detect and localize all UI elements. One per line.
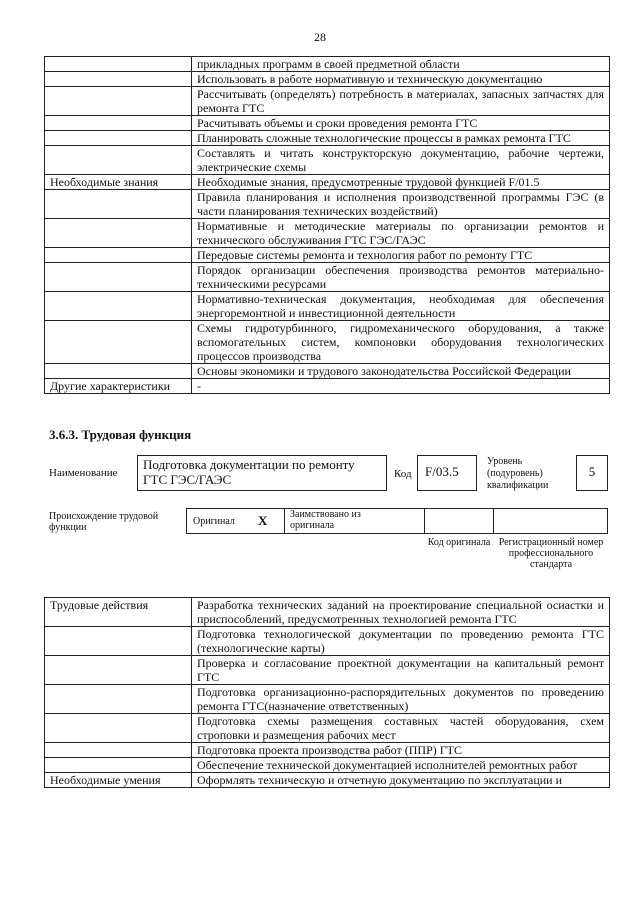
row-text: Разработка технических заданий на проектирование специальной осиастки и приспособлений, предусмотренных технологией ремонта ГТС — [192, 598, 610, 627]
table-row — [45, 598, 610, 627]
page-number: 28 — [314, 30, 326, 44]
labor-actions-table — [44, 597, 610, 788]
table-row — [45, 190, 610, 219]
table-row — [45, 146, 610, 175]
row-text: Порядок организации обеспечения производства ремонтов материально-техническими ресурсами — [192, 263, 610, 292]
row-label — [45, 627, 192, 656]
row-label — [45, 248, 192, 263]
origin-divider — [424, 508, 425, 534]
section-heading: 3.6.3. Трудовая функция — [49, 427, 192, 442]
row-text: Передовые системы ремонта и технология работ по ремонту ГТС — [192, 248, 610, 263]
row-label — [45, 72, 192, 87]
row-text: Подготовка схемы размещения составных частей оборудования, схем строповки и размещения рабочих мест — [192, 714, 610, 743]
row-text: прикладных программ в своей предметной области — [192, 57, 610, 72]
row-label — [45, 292, 192, 321]
name-label: Наименование — [49, 467, 118, 479]
row-label — [45, 263, 192, 292]
function-name-box: Подготовка документации по ремонту ГТС ГЭС/ГАЭС — [137, 455, 387, 491]
row-text: Использовать в работе нормативную и техническую документацию — [192, 72, 610, 87]
row-label: Другие характеристики — [45, 379, 192, 394]
table2-body — [45, 598, 610, 788]
table-row — [45, 627, 610, 656]
table-row — [45, 87, 610, 116]
level-value-box: 5 — [576, 455, 608, 491]
code-label: Код — [394, 468, 412, 480]
borrowed-label: Заимствовано из оригинала — [290, 509, 361, 531]
row-label — [45, 714, 192, 743]
row-label — [45, 87, 192, 116]
skills-knowledge-table — [44, 56, 610, 394]
row-text: Подготовка организационно-распорядительных документов по проведению ремонта ГТС(назначение ответственных) — [192, 685, 610, 714]
row-label — [45, 146, 192, 175]
origin-label: Происхождение трудовой функции — [49, 511, 159, 533]
row-text: Правила планирования и исполнения производственной программы ГЭС (в части планирования технических воздействий) — [192, 190, 610, 219]
row-text: Обеспечение технической документацией исполнителей ремонтных работ — [192, 758, 610, 773]
row-label — [45, 116, 192, 131]
original-label: Оригинал — [193, 516, 235, 527]
row-text: Основы экономики и трудового законодательства Российской Федерации — [192, 364, 610, 379]
table-row — [45, 72, 610, 87]
original-mark: X — [258, 513, 268, 528]
row-text: Рассчитывать (определять) потребность в материалах, запасных запчастях для ремонта ГТС — [192, 87, 610, 116]
table-row — [45, 131, 610, 146]
origin-divider — [284, 508, 285, 534]
row-text: Подготовка проекта производства работ (ППР) ГТС — [192, 743, 610, 758]
row-text: Расчитывать объемы и сроки проведения ремонта ГТС — [192, 116, 610, 131]
row-text: Нормативно-техническая документация, необходимая для обеспечения энергоремонтной и инвестиционной деятельности — [192, 292, 610, 321]
table-row — [45, 773, 610, 788]
table-row — [45, 656, 610, 685]
origin-code-caption: Код оригинала — [427, 537, 491, 548]
table-row — [45, 714, 610, 743]
row-label — [45, 364, 192, 379]
table-row — [45, 175, 610, 190]
row-label — [45, 321, 192, 364]
row-text: Нормативные и методические материалы по организации ремонтов и технического обслуживания ГТС ГЭС/ГАЭС — [192, 219, 610, 248]
row-label — [45, 190, 192, 219]
row-label — [45, 743, 192, 758]
row-text: Составлять и читать конструкторскую документацию, рабочие чертежи, электрические схемы — [192, 146, 610, 175]
row-label: Необходимые умения — [45, 773, 192, 788]
reg-number-caption: Регистрационный номер профессионального стандарта — [498, 537, 604, 570]
row-text: Планировать сложные технологические процессы в рамках ремонта ГТС — [192, 131, 610, 146]
code-value-box: F/03.5 — [417, 455, 477, 491]
row-label — [45, 758, 192, 773]
origin-box — [186, 508, 608, 534]
table-row — [45, 758, 610, 773]
table-row — [45, 379, 610, 394]
table-row — [45, 364, 610, 379]
row-text: Оформлять техническую и отчетную документацию по эксплуатации и — [192, 773, 610, 788]
row-label: Трудовые действия — [45, 598, 192, 627]
row-label — [45, 656, 192, 685]
origin-divider — [493, 508, 494, 534]
row-label — [45, 685, 192, 714]
table-row — [45, 57, 610, 72]
table1-body — [45, 57, 610, 394]
row-text: Подготовка технологической документации по проведению ремонта ГТС (технологические карты) — [192, 627, 610, 656]
row-text: - — [192, 379, 610, 394]
table-row — [45, 116, 610, 131]
row-label — [45, 57, 192, 72]
table-row — [45, 321, 610, 364]
row-label: Необходимые знания — [45, 175, 192, 190]
row-text: Схемы гидротурбинного, гидромеханического оборудования, а также вспомогательных систем, компоновки оборудования технологических процессов производства — [192, 321, 610, 364]
row-text: Проверка и согласование проектной документации на капитальный ремонт ГТС — [192, 656, 610, 685]
table-row — [45, 685, 610, 714]
level-label: Уровень (подуровень) квалификации — [487, 456, 549, 491]
table-row — [45, 743, 610, 758]
table-row — [45, 263, 610, 292]
table-row — [45, 219, 610, 248]
table-row — [45, 248, 610, 263]
table-row — [45, 292, 610, 321]
row-label — [45, 131, 192, 146]
row-text: Необходимые знания, предусмотренные трудовой функцией F/01.5 — [192, 175, 610, 190]
row-label — [45, 219, 192, 248]
